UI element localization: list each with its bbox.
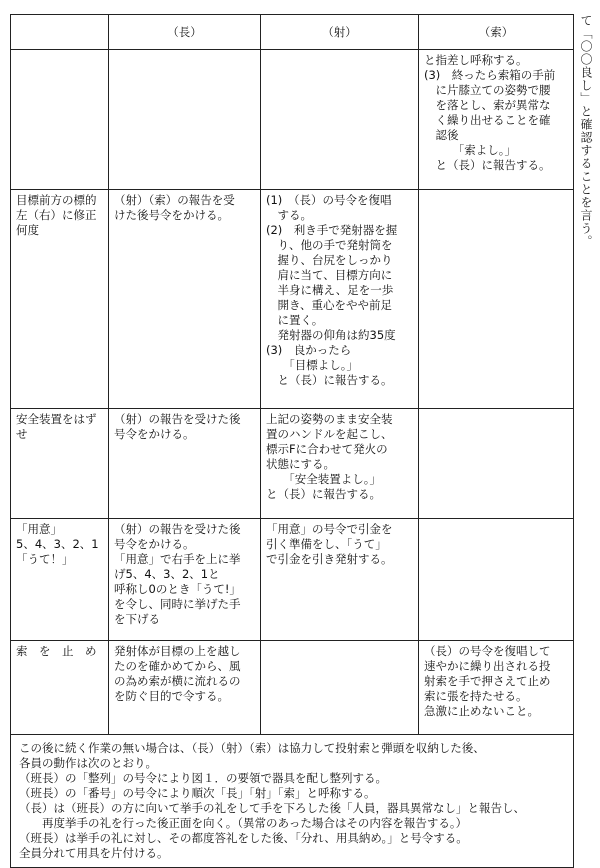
text-line: 左（右）に修正 xyxy=(16,208,97,222)
action-cell xyxy=(11,641,109,735)
text-line: （射）の報告を受けた後 xyxy=(114,412,241,426)
text-line: 呼称し0のとき「うて!」 xyxy=(114,582,241,596)
text-line: 状態にする。 xyxy=(266,457,335,471)
note-line: （班長）の「番号」の号令により順次「長」「射」「索」と呼称する。 xyxy=(19,786,376,800)
text-line: 発射体が目標の上を越し xyxy=(114,644,241,658)
saku-cell xyxy=(419,519,574,641)
text-line: 置のハンドルを起こし、 xyxy=(266,427,393,441)
header-row xyxy=(11,15,574,50)
text-line: 上記の姿勢のまま安全装 xyxy=(266,412,393,426)
text-line: 「用意」 xyxy=(16,522,62,536)
text-line: する。 xyxy=(266,208,312,222)
text-line: 「用意」の号令で引金を xyxy=(266,522,393,536)
saku-cell xyxy=(419,190,574,409)
text-line: 何度 xyxy=(16,223,39,237)
text-line: 発射器の仰角は約35度 xyxy=(266,328,396,342)
text-line: 索 を 止 め xyxy=(16,644,97,658)
text-line: り、他の手で発射筒を xyxy=(266,238,393,252)
text-line: に置く。 xyxy=(266,313,324,327)
sha-cell xyxy=(261,190,419,409)
saku-cell xyxy=(419,50,574,190)
text-line: 5、4、3、2、1 xyxy=(16,537,99,551)
action-cell xyxy=(11,409,109,519)
text-line: と（長）に報告する。 xyxy=(424,158,551,172)
text-line: と指差し呼称する。 xyxy=(424,53,528,67)
note-line: （班長）の「整列」の号令により図１．の要領で器具を配し整列する。 xyxy=(19,771,387,785)
text-line: 「うて！」 xyxy=(16,552,74,566)
text-line: 「目標よし。」 xyxy=(266,358,358,372)
cho-cell xyxy=(109,190,261,409)
text-line: 目標前方の標的 xyxy=(16,193,97,207)
cho-cell xyxy=(109,50,261,190)
note-line: （班長）は挙手の礼に対し、その都度答礼をした後、「分れ、用具納め。」と号令する。 xyxy=(19,831,468,845)
text-line: と（長）に報告する。 xyxy=(266,487,381,501)
text-line: (2) 利き手で発射器を握 xyxy=(266,223,398,237)
table-row xyxy=(11,409,574,519)
text-line: けた後号令をかける。 xyxy=(114,208,229,222)
cho-cell xyxy=(109,409,261,519)
text-line: を令し、同時に挙げた手 xyxy=(114,597,241,611)
text-line: (3) 良かったら xyxy=(266,343,352,357)
saku-cell xyxy=(419,409,574,519)
text-line: 安全装置をはず xyxy=(16,412,97,426)
note-line: この後に続く作業の無い場合は、（長）（射）（索）は協力して投射索と弾頭を収納した後、 xyxy=(19,741,485,755)
text-line: の為め索が横に流れるの xyxy=(114,674,241,688)
side-vertical-text: て「〇〇良し」と確認することを言う。 xyxy=(579,14,593,248)
text-line: 認後 xyxy=(424,128,459,142)
cho-cell xyxy=(109,641,261,735)
text-line: 号令をかける。 xyxy=(114,537,195,551)
text-line: 号令をかける。 xyxy=(114,427,195,441)
header-sha: （射） xyxy=(261,15,419,50)
sha-cell xyxy=(261,519,419,641)
table-row xyxy=(11,190,574,409)
text-line: を下げる xyxy=(114,612,160,626)
header-saku: （索） xyxy=(419,15,574,50)
text-line: げ5、4、3、2、1と xyxy=(114,567,220,581)
saku-cell xyxy=(419,641,574,735)
action-cell xyxy=(11,50,109,190)
text-line: (1) （長）の号令を復唱 xyxy=(266,193,392,207)
text-line: 射索を手で押さえて止め xyxy=(424,674,551,688)
sha-cell xyxy=(261,409,419,519)
procedure-table xyxy=(10,14,574,868)
text-line: 半身に構え、足を一歩 xyxy=(266,283,394,297)
text-line: 「索よし。」 xyxy=(424,143,516,157)
text-line: 「用意」で右手を上に挙 xyxy=(114,552,241,566)
header-action xyxy=(11,15,109,50)
text-line: たのを確かめてから、風 xyxy=(114,659,241,673)
text-line: (3) 終ったら索箱の手前 xyxy=(424,68,556,82)
text-line: せ xyxy=(16,427,28,441)
text-line: 「安全装置よし。」 xyxy=(266,472,381,486)
sha-cell xyxy=(261,641,419,735)
text-line: 開き、重心をやや前足 xyxy=(266,298,393,312)
note-line: 各員の動作は次のとおり。 xyxy=(19,756,157,770)
text-line: と（長）に報告する。 xyxy=(266,373,393,387)
text-line: 肩に当て、目標方向に xyxy=(266,268,393,282)
sha-cell xyxy=(261,50,419,190)
table-row xyxy=(11,50,574,190)
text-line: （射）の報告を受けた後 xyxy=(114,522,241,536)
cho-cell xyxy=(109,519,261,641)
action-cell xyxy=(11,519,109,641)
header-cho: （長） xyxy=(109,15,261,50)
text-line: を防ぐ目的で令する。 xyxy=(114,689,229,703)
action-cell xyxy=(11,190,109,409)
text-line: で引金を引き発射する。 xyxy=(266,552,393,566)
note-row xyxy=(11,735,574,868)
text-line: を落とし、索が異常な xyxy=(424,98,551,112)
text-line: 急激に止めないこと。 xyxy=(424,704,539,718)
text-line: く繰り出せることを確 xyxy=(424,113,551,127)
text-line: 引く準備をし、「うて」 xyxy=(266,537,387,551)
text-line: に片膝立ての姿勢で腰 xyxy=(424,83,551,97)
note-cell xyxy=(11,735,574,868)
text-line: 握り、台尻をしっかり xyxy=(266,253,393,267)
text-line: 速やかに繰り出される投 xyxy=(424,659,551,673)
text-line: 標示Fに合わせて発火の xyxy=(266,442,388,456)
text-line: 索に張を持たせる。 xyxy=(424,689,528,703)
note-line: 全員分れて用具を片付ける。 xyxy=(19,846,169,860)
table-row xyxy=(11,519,574,641)
text-line: （射）（索）の報告を受 xyxy=(114,193,235,207)
text-line: （長）の号令を復唱して xyxy=(424,644,551,658)
table-row xyxy=(11,641,574,735)
note-line: 再度挙手の礼を行った後正面を向く。（異常のあった場合はその内容を報告する。） xyxy=(19,816,468,830)
note-line: （長）は（班長）の方に向いて挙手の礼をして手を下ろした後「人員，器具異常なし」と報告し、 xyxy=(19,801,525,815)
